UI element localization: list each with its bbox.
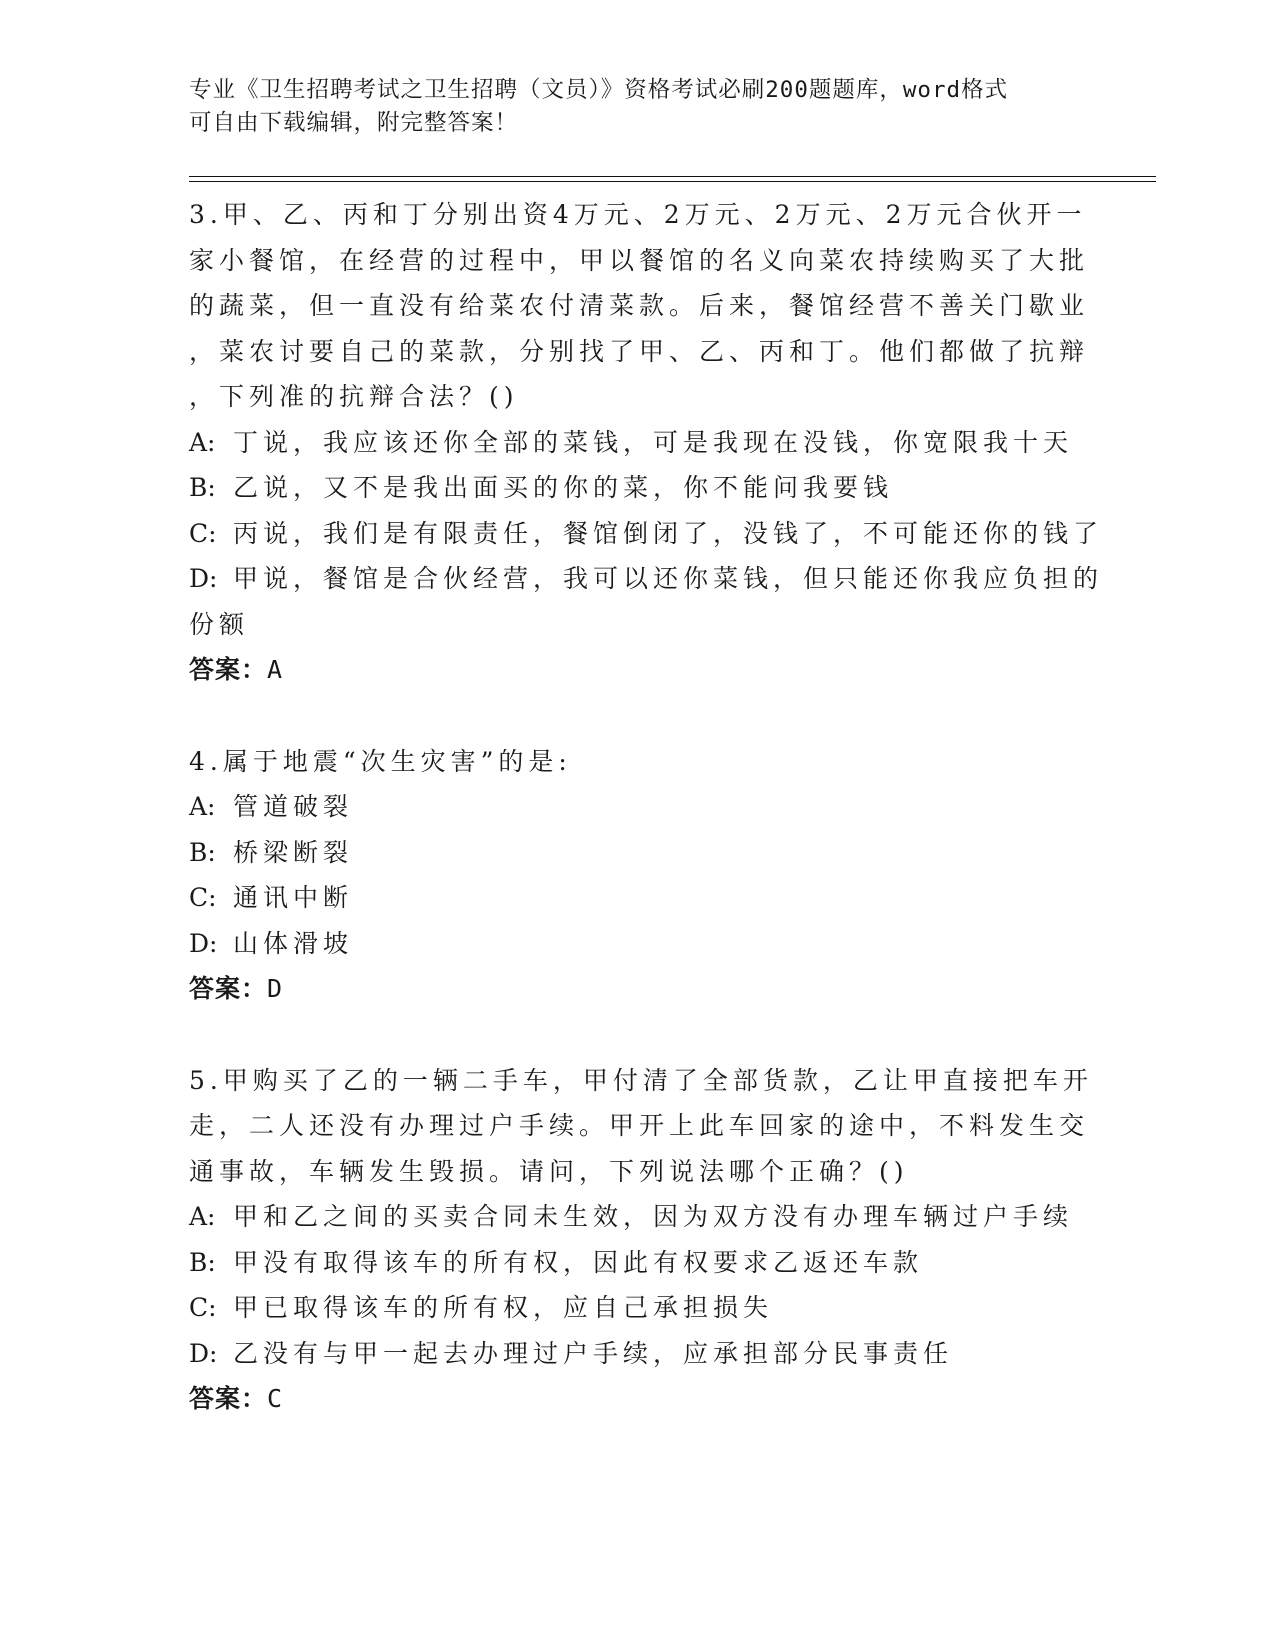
option-label: B: bbox=[189, 1247, 216, 1277]
option-text: 丙说，我们是有限责任，餐馆倒闭了，没钱了，不可能还你的钱了 bbox=[233, 518, 1104, 548]
question-stem-line: 4.属于地震“次生灾害”的是: bbox=[189, 746, 572, 776]
document-header bbox=[189, 74, 1069, 140]
option-label: C: bbox=[189, 1293, 217, 1322]
option-b bbox=[189, 1240, 1089, 1286]
header-line-1: 专业《卫生招聘考试之卫生招聘（文员）》资格考试必刷200题题库，word格式 bbox=[189, 77, 1009, 103]
option-label: B: bbox=[189, 473, 216, 502]
answer-label: 答案： bbox=[189, 974, 268, 1003]
option-c bbox=[189, 1285, 1089, 1331]
option-a bbox=[189, 420, 1089, 466]
option-d bbox=[189, 1331, 1089, 1377]
option-label: C: bbox=[189, 518, 217, 548]
option-a bbox=[189, 784, 1089, 830]
answer-value: C bbox=[267, 1384, 284, 1413]
option-d bbox=[189, 556, 1104, 602]
option-a bbox=[189, 1194, 1089, 1240]
question-list bbox=[189, 192, 1104, 1468]
option-label: C: bbox=[189, 883, 217, 912]
option-text: 管道破裂 bbox=[233, 792, 354, 821]
question-stem-line: 的蔬菜，但一直没有给菜农付清菜款。后来，餐馆经营不善关门歇业 bbox=[189, 291, 1090, 320]
option-label: A: bbox=[189, 427, 216, 457]
option-label: D: bbox=[189, 1338, 218, 1368]
answer-label: 答案： bbox=[189, 655, 268, 684]
option-text: 甲说，餐馆是合伙经营，我可以还你菜钱，但只能还你我应负担的 bbox=[233, 564, 1104, 593]
option-c bbox=[189, 875, 1089, 921]
option-label: D: bbox=[189, 564, 218, 593]
header-rule-top bbox=[189, 176, 1156, 177]
question-stem-line: 家小餐馆，在经营的过程中，甲以餐馆的名义向菜农持续购买了大批 bbox=[189, 245, 1090, 275]
question-5 bbox=[189, 1058, 1093, 1422]
question-stem-line: 走，二人还没有办理过户手续。甲开上此车回家的途中，不料发生交 bbox=[189, 1111, 1090, 1140]
answer bbox=[189, 1376, 1089, 1422]
question-4 bbox=[189, 739, 1089, 1012]
option-text: 通讯中断 bbox=[233, 883, 354, 912]
answer-label: 答案： bbox=[189, 1384, 268, 1413]
question-stem-line: 5.甲购买了乙的一辆二手车，甲付清了全部货款，乙让甲直接把车开 bbox=[189, 1065, 1093, 1095]
answer bbox=[189, 647, 1089, 693]
answer bbox=[189, 966, 1089, 1012]
question-stem-line: 通事故，车辆发生毁损。请问，下列说法哪个正确？() bbox=[189, 1156, 909, 1186]
option-b bbox=[189, 830, 1089, 876]
question-stem-line: ，下列准的抗辩合法？() bbox=[189, 382, 519, 411]
option-text: 甲已取得该车的所有权，应自己承担损失 bbox=[233, 1293, 774, 1322]
option-text: 丁说，我应该还你全部的菜钱，可是我现在没钱，你宽限我十天 bbox=[233, 427, 1074, 457]
question-stem-line: 3.甲、乙、丙和丁分别出资4万元、2万元、2万元、2万元合伙开一 bbox=[189, 200, 1087, 229]
option-label: B: bbox=[189, 837, 216, 867]
option-b bbox=[189, 465, 1089, 511]
option-d-continuation: 份额 bbox=[189, 609, 250, 639]
question-stem-line: ，菜农讨要自己的菜款，分别找了甲、乙、丙和丁。他们都做了抗辩 bbox=[189, 336, 1090, 366]
header-rule-bottom bbox=[189, 181, 1156, 182]
option-label: D: bbox=[189, 928, 218, 958]
option-text: 桥梁断裂 bbox=[233, 837, 354, 867]
header-line-2: 可自由下载编辑，附完整答案！ bbox=[189, 110, 519, 136]
option-text: 甲没有取得该车的所有权，因此有权要求乙返还车款 bbox=[233, 1247, 924, 1277]
option-text: 甲和乙之间的买卖合同未生效，因为双方没有办理车辆过户手续 bbox=[233, 1202, 1074, 1231]
option-label: A: bbox=[189, 792, 216, 821]
answer-value: D bbox=[267, 974, 284, 1003]
option-text: 山体滑坡 bbox=[233, 928, 354, 958]
option-d bbox=[189, 921, 1089, 967]
option-text: 乙没有与甲一起去办理过户手续，应承担部分民事责任 bbox=[233, 1338, 954, 1368]
option-label: A: bbox=[189, 1202, 216, 1231]
answer-value: A bbox=[267, 655, 284, 684]
option-c bbox=[189, 511, 1104, 557]
option-text: 乙说，又不是我出面买的你的菜，你不能问我要钱 bbox=[233, 473, 894, 502]
question-3 bbox=[189, 192, 1104, 693]
